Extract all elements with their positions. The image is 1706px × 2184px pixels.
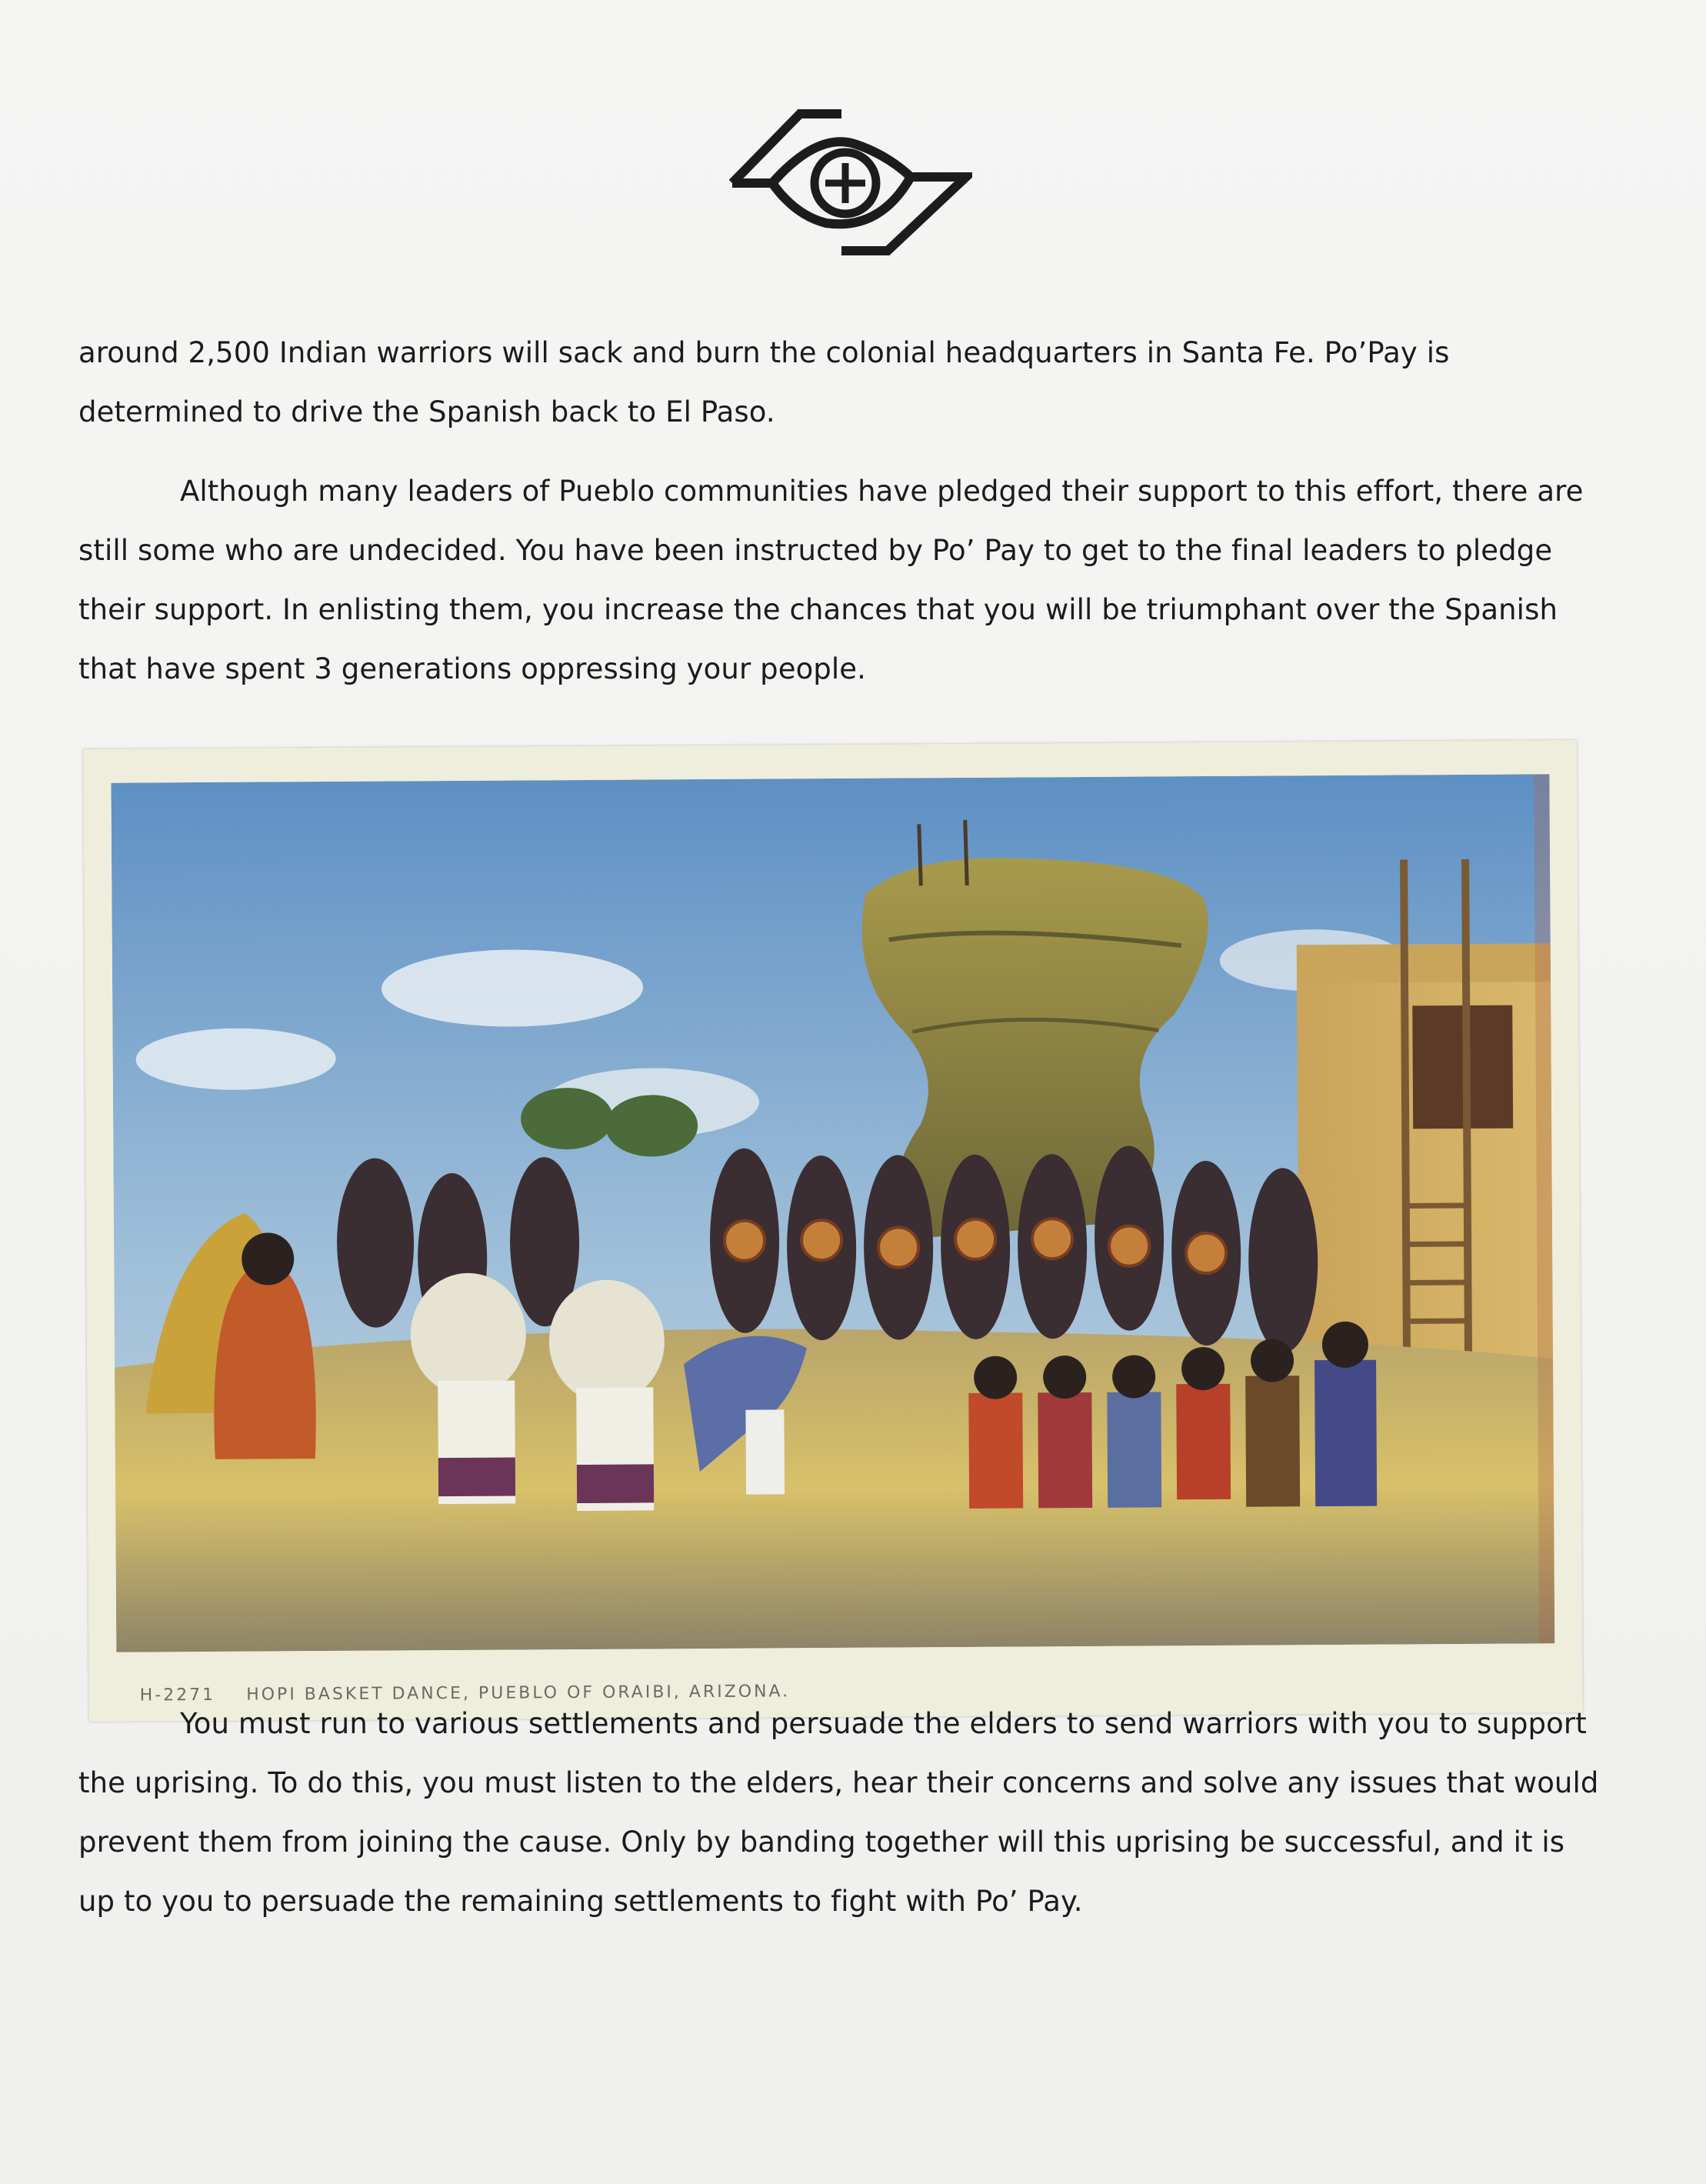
postcard-image: [83, 740, 1583, 1722]
hopi-basket-dance-photo: [111, 774, 1554, 1652]
body-paragraph-2: Although many leaders of Pueblo communities have pledged their support to this effort, there are still some who are undecided. You have been instructed by Po’ Pay to get to the final leaders to pledge their support. In enlisting them, you increase the chances that you will be triumphant over the Spanish that have spent 3 generations oppressing your people.: [78, 475, 1584, 685]
postcard-caption-text: HOPI BASKET DANCE, PUEBLO OF ORAIBI, ARIZONA.: [246, 1682, 791, 1705]
body-paragraph-3: You must run to various settlements and persuade the elders to send warriors with you to support the uprising. To do this, you must listen to the elders, hear their concerns and solve any issues that would prevent them from joining the cause. Only by banding together will this uprising be successful, and it is up to you to persuade the remaining settlements to fight with Po’ Pay.: [78, 1707, 1599, 1918]
postcard-code: H-2271: [139, 1685, 216, 1706]
body-paragraph-1: around 2,500 Indian warriors will sack and burn the colonial headquarters in Santa Fe. Po’Pay is determined to drive the Spanish back to El Paso.: [78, 336, 1450, 428]
eye-with-plus-icon: [726, 100, 972, 262]
